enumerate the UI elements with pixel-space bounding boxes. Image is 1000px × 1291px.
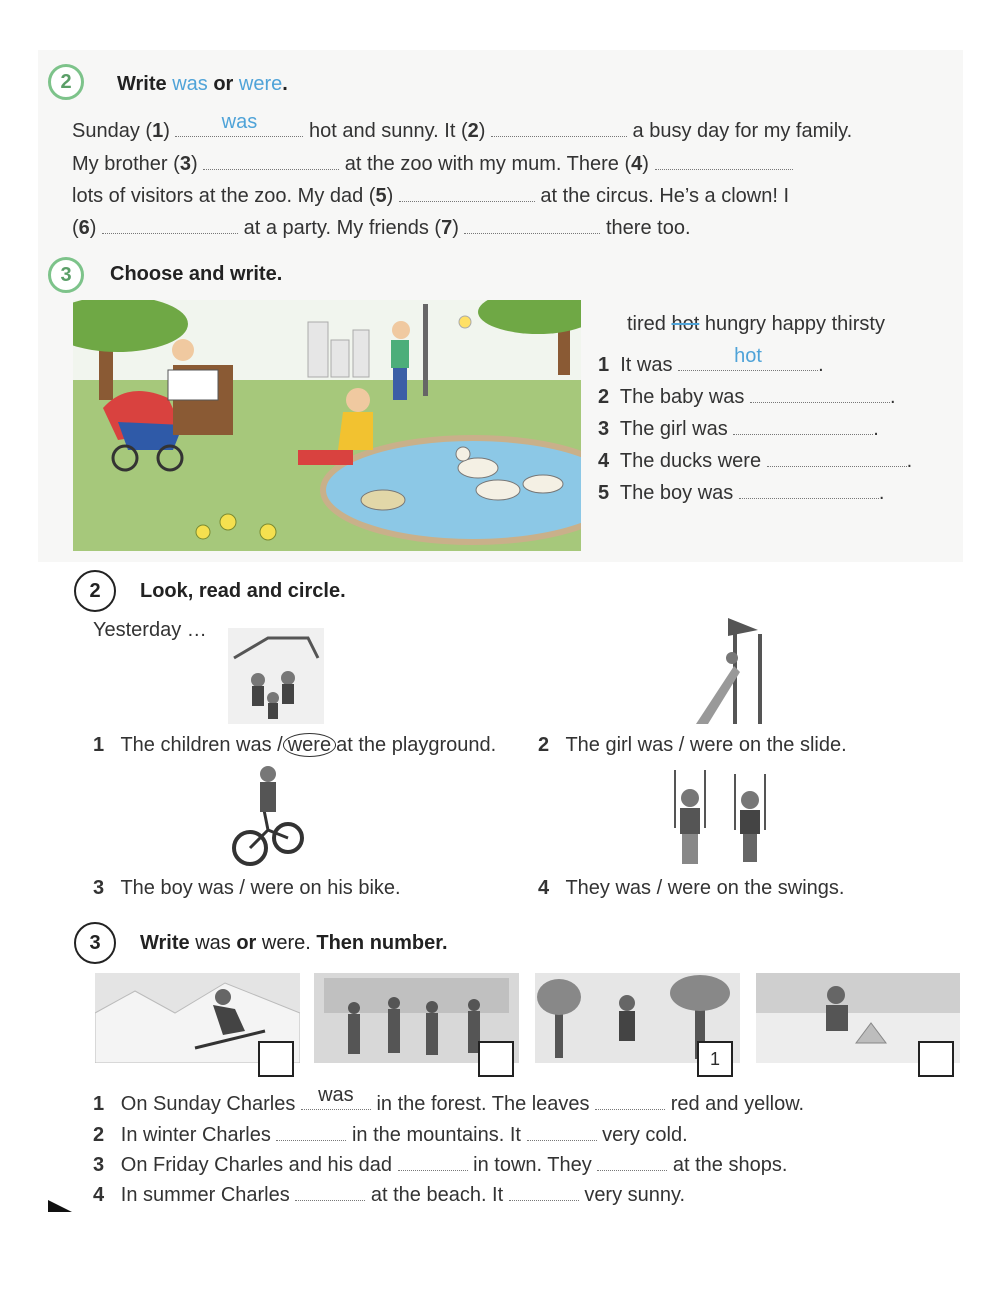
gap-number: 5 — [375, 185, 387, 207]
heading-word: or — [236, 932, 257, 954]
item-number: 4 — [93, 1184, 105, 1206]
choose-item-3 — [598, 416, 879, 441]
number-box-2[interactable] — [478, 1041, 514, 1077]
item-text: in town. They — [473, 1154, 592, 1176]
answer-blank[interactable] — [203, 151, 339, 170]
item-period: . — [818, 354, 824, 376]
item-number: 5 — [598, 482, 610, 504]
answer-blank[interactable] — [464, 215, 600, 234]
exercise-number: 2 — [60, 70, 72, 93]
item-number: 2 — [538, 734, 550, 756]
text: ( — [72, 217, 79, 239]
item-text: red and yellow. — [670, 1093, 805, 1115]
text: My brother ( — [72, 153, 180, 175]
number-box-3[interactable] — [697, 1041, 733, 1077]
answer-blank[interactable] — [595, 1091, 665, 1110]
item-number: 2 — [93, 1124, 105, 1146]
heading-was: was — [172, 73, 208, 95]
box-value: 1 — [709, 1048, 720, 1069]
number-box-1[interactable] — [258, 1041, 294, 1077]
answer-blank[interactable] — [509, 1182, 579, 1201]
word-option-crossed: hot — [671, 313, 700, 335]
text: lots of visitors at the zoo. My dad ( — [72, 185, 376, 207]
item-text: The boy was — [619, 482, 734, 504]
item-number: 4 — [538, 877, 550, 899]
answer-blank[interactable] — [739, 480, 879, 499]
bike-picture — [232, 762, 304, 870]
item-text[interactable]: The girl was / were on the slide. — [565, 734, 847, 756]
answer-blank[interactable] — [399, 183, 535, 202]
circle-item-2 — [538, 734, 847, 757]
item-text: at the beach. It — [370, 1184, 504, 1206]
answer-blank[interactable] — [276, 1122, 346, 1141]
circle-item-1 — [93, 734, 496, 757]
gap-number: 7 — [441, 217, 453, 239]
exercise-heading — [117, 73, 288, 96]
item-text[interactable]: They was / were on the swings. — [565, 877, 845, 899]
sentence-2 — [93, 1122, 688, 1147]
item-text: The children was / — [120, 734, 283, 756]
number-box-4[interactable] — [918, 1041, 954, 1077]
exercise-number-badge — [48, 257, 84, 293]
item-text: very sunny. — [584, 1184, 686, 1206]
answer-blank[interactable] — [102, 215, 238, 234]
item-text: The baby was — [619, 386, 745, 408]
sun-icon — [459, 316, 471, 328]
exercise-number-badge — [74, 570, 116, 612]
sentence-4 — [93, 1182, 685, 1207]
text: Sunday ( — [72, 120, 153, 142]
item-text: In winter Charles — [120, 1124, 271, 1146]
answer-blank[interactable] — [733, 416, 873, 435]
exercise-number: 2 — [89, 579, 101, 602]
choose-item-4 — [598, 448, 912, 473]
text: at the circus. He’s a clown! I — [540, 185, 790, 207]
item-period: . — [878, 482, 885, 504]
answer-blank[interactable] — [767, 448, 907, 467]
text: ) — [190, 153, 198, 175]
gap-number: 1 — [152, 120, 164, 142]
heading-word: Write — [140, 932, 190, 954]
heading-period: . — [282, 73, 288, 95]
sentence-1 — [93, 1084, 805, 1116]
item-number: 4 — [598, 450, 610, 472]
choose-item-1 — [598, 345, 824, 377]
text: ) — [642, 153, 649, 175]
answer-blank[interactable] — [527, 1122, 597, 1141]
answer-blank[interactable] — [750, 384, 890, 403]
exercise-number: 3 — [60, 263, 72, 286]
answer-text: was — [221, 111, 258, 133]
exercise-heading: Choose and write. — [110, 263, 283, 285]
sentence-3 — [93, 1152, 787, 1177]
exercise-number-badge — [74, 922, 116, 964]
item-number: 3 — [93, 877, 105, 899]
circle-item-3 — [93, 877, 401, 900]
exercise-heading — [140, 932, 448, 955]
item-text: in the mountains. It — [351, 1124, 521, 1146]
text: ) — [386, 185, 394, 207]
choose-item-2 — [598, 384, 896, 409]
gap-number: 6 — [78, 217, 90, 239]
word-option: tired — [627, 313, 666, 335]
circled-answer[interactable]: were — [283, 733, 336, 757]
item-text: at the playground. — [336, 734, 497, 756]
answer-blank[interactable] — [295, 1182, 365, 1201]
exercise-number: 3 — [89, 931, 101, 954]
item-text: very cold. — [602, 1124, 688, 1146]
item-text: On Friday Charles and his dad — [120, 1154, 393, 1176]
word-option: thirsty — [831, 313, 885, 335]
answer-blank[interactable] — [175, 111, 303, 137]
gap-number: 4 — [631, 153, 643, 175]
heading-were: were. — [261, 932, 311, 954]
answer-blank[interactable] — [491, 118, 627, 137]
text: there too. — [606, 217, 691, 239]
item-number: 3 — [93, 1154, 105, 1176]
heading-were: were — [238, 73, 283, 95]
text: ) — [478, 120, 486, 142]
swings-picture — [655, 768, 785, 868]
answer-text: hot — [734, 345, 762, 367]
answer-blank[interactable] — [301, 1084, 371, 1110]
item-period: . — [889, 386, 896, 408]
item-text: In summer Charles — [120, 1184, 290, 1206]
answer-blank[interactable] — [678, 345, 818, 371]
intro-text: Yesterday … — [93, 619, 207, 641]
gap-number: 3 — [179, 153, 191, 175]
heading-word: Then number. — [316, 932, 448, 954]
exercise-number-badge — [48, 64, 84, 100]
answer-blank[interactable] — [597, 1152, 667, 1171]
item-number: 1 — [598, 354, 610, 376]
triangle-marker-icon — [48, 1200, 72, 1212]
item-text: in the forest. The leaves — [376, 1093, 590, 1115]
item-number: 3 — [598, 418, 610, 440]
item-number: 2 — [598, 386, 610, 408]
lamp-post — [423, 304, 428, 396]
item-text: at the shops. — [672, 1154, 788, 1176]
text: hot and sunny. It ( — [308, 120, 468, 142]
text: ) — [163, 120, 170, 142]
item-period: . — [873, 418, 879, 440]
answer-text: was — [318, 1084, 354, 1106]
heading-word: Write — [117, 73, 167, 95]
text: at a party. My friends ( — [243, 217, 442, 239]
item-period: . — [906, 450, 913, 472]
text-line-3 — [72, 183, 789, 208]
item-text: The ducks were — [619, 450, 762, 472]
item-text: The girl was — [619, 418, 728, 440]
word-option: happy — [771, 313, 827, 335]
answer-blank[interactable] — [655, 151, 793, 170]
gap-number: 2 — [467, 120, 479, 142]
text: a busy day for my family. — [632, 120, 853, 142]
item-number: 1 — [93, 734, 105, 756]
word-option: hungry — [704, 313, 766, 335]
text-line-1 — [72, 111, 853, 143]
park-illustration — [73, 300, 581, 551]
item-text: On Sunday Charles — [120, 1093, 296, 1115]
word-bank — [627, 313, 885, 336]
heading-was: was — [195, 932, 231, 954]
item-number: 1 — [93, 1093, 105, 1115]
exercise-heading: Look, read and circle. — [140, 580, 346, 602]
choose-item-5 — [598, 480, 884, 505]
text-line-4 — [72, 215, 691, 240]
text: at the zoo with my mum. There ( — [344, 153, 632, 175]
playground-picture — [228, 628, 324, 724]
answer-blank[interactable] — [398, 1152, 468, 1171]
circle-item-4 — [538, 877, 844, 900]
text: ) — [89, 217, 97, 239]
heading-word: or — [213, 73, 234, 95]
slide-picture — [688, 616, 774, 728]
text-line-2 — [72, 151, 793, 176]
item-text: It was — [620, 354, 673, 376]
item-text[interactable]: The boy was / were on his bike. — [120, 877, 401, 899]
text: ) — [452, 217, 459, 239]
